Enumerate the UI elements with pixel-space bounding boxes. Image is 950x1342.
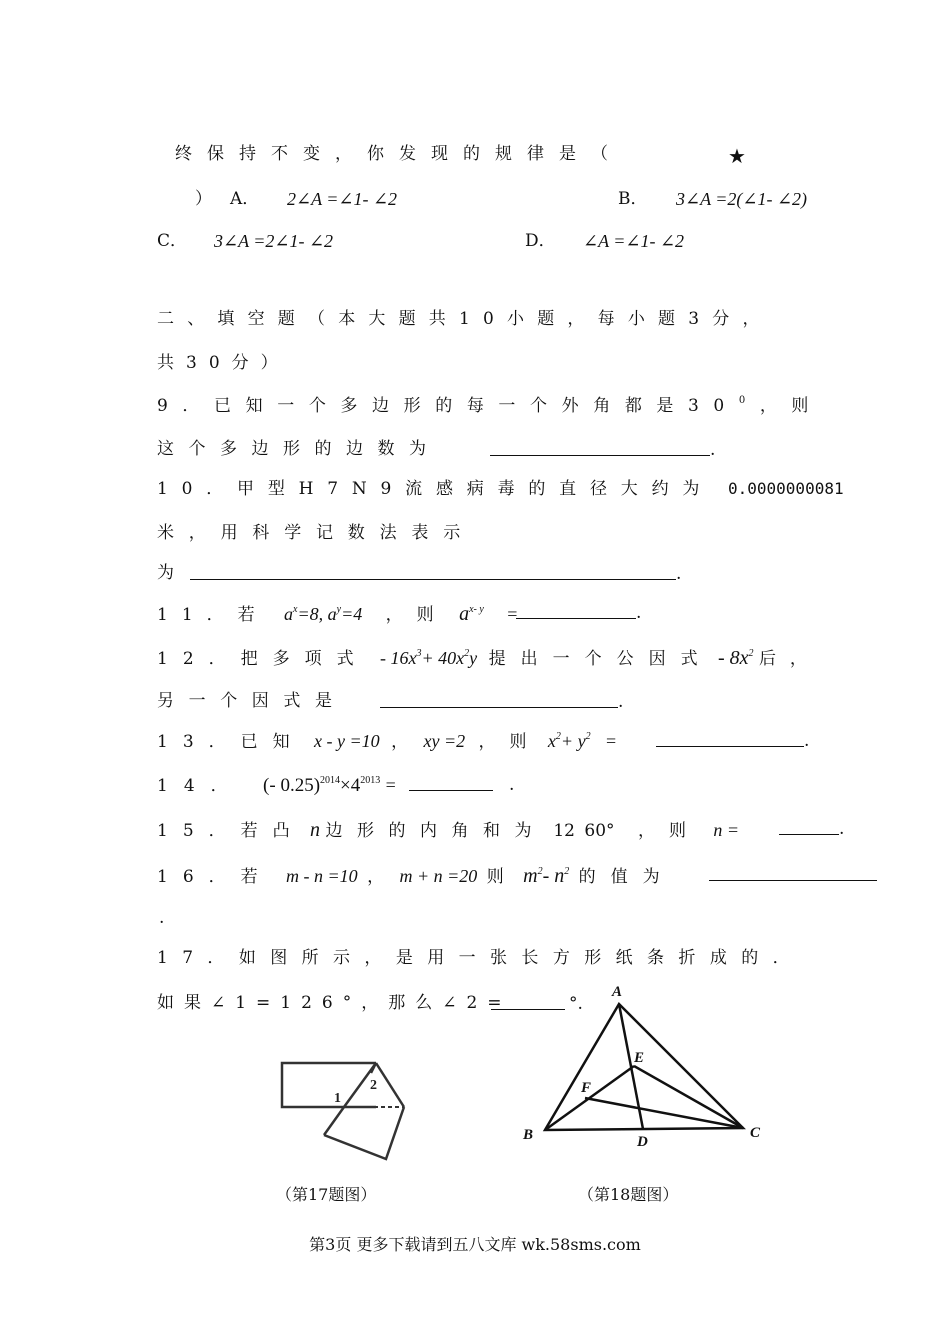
q10-number: 0.0000000081 <box>728 479 844 498</box>
fig18-line-fc <box>585 1098 743 1128</box>
section-heading: 二、填空题（本大题共10小题，每小题3分， <box>157 309 773 329</box>
fig17-caption: （第17题图） <box>276 1185 377 1204</box>
fig18-label-c: C <box>750 1125 761 1141</box>
q8-option-a: 2∠A =∠1- ∠2 <box>287 189 398 209</box>
fig17-label-2: 2 <box>370 1078 377 1093</box>
q8-option-b-label: B． <box>618 189 648 209</box>
fig17-strip-down-left <box>324 1107 344 1135</box>
q12-line2: 另一个因式是 <box>157 691 347 711</box>
section-heading-cont: 共30分） <box>157 353 290 373</box>
fig17-strip-down <box>324 1107 404 1159</box>
fig17-fold-top <box>376 1063 404 1107</box>
fig18-label-a: A <box>612 984 623 1000</box>
fig17-strip-left <box>282 1063 376 1107</box>
fig17-label-1: 1 <box>334 1091 341 1106</box>
q15: 15．若凸 n 边形的内角和为 12 60° ，则 n = <box>157 819 740 841</box>
fig18-label-e: E <box>634 1050 645 1066</box>
q13: 13．已知 x - y =10 ， xy =2 ，则 $x^2+ y^2$ = <box>157 731 617 752</box>
q8-option-a-label: A． <box>230 189 260 209</box>
q16-answer-blank[interactable] <box>709 866 877 884</box>
q16: 16．若 m - n =10 ， m + n =20 则 $m^2-$ $n^2$ 的值为 <box>157 865 675 887</box>
fig18-label-d: D <box>637 1134 648 1150</box>
q8-option-b: 3∠A =2(∠1- ∠2) <box>676 189 808 209</box>
q12-answer-blank[interactable]: . <box>380 693 623 711</box>
q11: 11．若 $a^x=8$, $a^y=4$ ，则 $a^{x- y}$ = <box>157 603 518 625</box>
q8-close-paren: ） <box>195 189 212 209</box>
q8-option-c: 3∠A =2∠1- ∠2 <box>214 231 334 251</box>
q10-line1: 10．甲型H7N9流感病毒的直径大约为 <box>157 479 714 499</box>
q11-answer-blank[interactable]: . <box>516 604 641 622</box>
q8-option-d-label: D． <box>525 231 556 251</box>
q8-option-d: ∠A =∠1- ∠2 <box>583 231 685 251</box>
page-footer: 第3页 更多下载请到五八文库 wk.58sms.com <box>309 1235 641 1254</box>
q8-line1: 终保持不变，你发现的规律是（ <box>175 144 623 164</box>
q9-line2: 这个多边形的边数为 <box>157 439 441 459</box>
q9-line1: 9．已知一个多边形的每一个外角都是$30^0$，则 <box>157 395 824 416</box>
figure-17 <box>276 1055 426 1167</box>
q13-answer-blank[interactable]: . <box>656 732 809 750</box>
q17-line2: 如果∠1=126°，那么∠2= <box>157 993 512 1013</box>
q10-answer-blank[interactable]: . <box>190 565 681 583</box>
q16-end: . <box>159 908 165 928</box>
q17-answer-blank[interactable]: °. <box>491 995 583 1013</box>
q15-answer-blank[interactable]: . <box>779 820 844 838</box>
fig18-label-f: F <box>581 1080 592 1096</box>
q10-line3: 为 <box>157 563 174 583</box>
figure-18 <box>515 978 775 1150</box>
q12-line1: 12．把多项式 - $16x^3+ 40x^2y$ 提出一个公因式 - $8x^2$ 后， <box>157 647 821 669</box>
q17-line1: 17．如图所示，是用一张长方形纸条折成的． <box>157 948 805 968</box>
q14: 14． (- $0.25)^{2014}\times 4^{2013}$ = <box>157 775 396 796</box>
q9-answer-blank[interactable]: . <box>490 441 715 459</box>
q10-line2: 米，用科学记数法表示 <box>157 523 475 543</box>
q14-answer-blank[interactable]: . <box>409 776 514 794</box>
star-icon: ★ <box>728 144 746 168</box>
fig18-label-b: B <box>523 1127 534 1143</box>
q8-option-c-label: C． <box>157 231 188 251</box>
fig18-caption: （第18题图） <box>578 1185 679 1204</box>
